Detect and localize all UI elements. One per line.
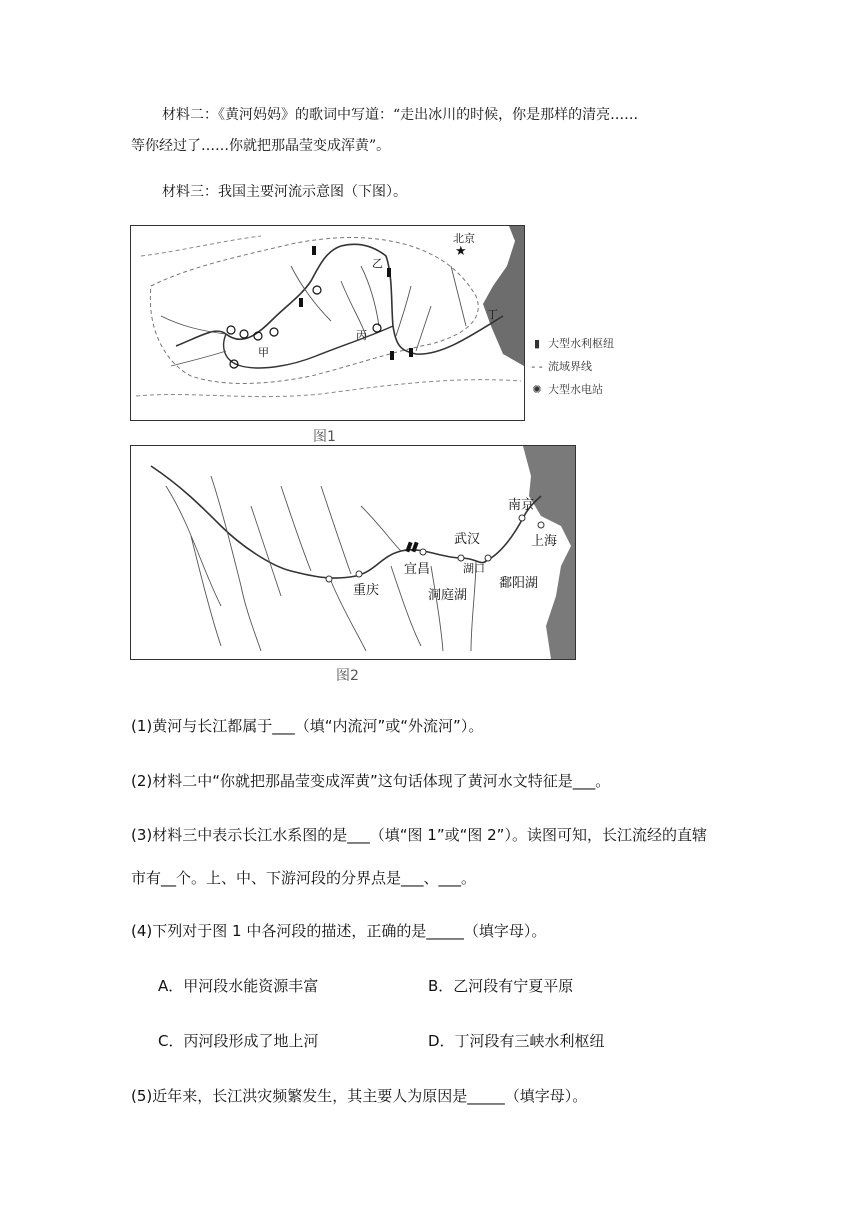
question-3-line1: (3)材料三中表示长江水系图的是___（填“图 1”或“图 2”）。读图可知，长江流经的直辖 [131, 826, 707, 844]
label-beijing: 北京 [453, 232, 475, 245]
city-marker [326, 576, 332, 582]
beijing-star-icon: ★ [455, 244, 467, 259]
hydropower-station-icon [270, 328, 278, 336]
label-dongting: 洞庭湖 [428, 588, 468, 603]
city-marker [356, 571, 362, 577]
dam-icon [409, 348, 413, 357]
question-5: (5)近年来，长江洪灾频繁发生，其主要人为原因是_____（填字母）。 [131, 1087, 588, 1105]
legend-boundary: - - 流域界线 [531, 360, 592, 373]
label-yi: 乙 [372, 257, 383, 270]
tributaries [161, 266, 466, 366]
basin-boundary-south [136, 380, 521, 397]
city-marker [485, 555, 491, 561]
question-2: (2)材料二中“你就把那晶莹变成浑黄”这句话体现了黄河水文特征是___。 [131, 772, 611, 790]
label-ding: 丁 [487, 308, 498, 321]
dashed-line-icon: - - [531, 360, 543, 373]
material3-text: 材料三：我国主要河流示意图（下图）。 [162, 184, 407, 200]
figure2-yangtze-river-map [130, 445, 576, 660]
figure1-caption: 图1 [313, 429, 336, 445]
dam-icon: ▮ [533, 337, 541, 350]
option-c: C．丙河段形成了地上河 [158, 1032, 319, 1050]
hydropower-station-icon [240, 330, 248, 338]
gear-icon: ✺ [532, 383, 542, 396]
question-4: (4)下列对于图 1 中各河段的描述，正确的是_____（填字母）。 [131, 922, 547, 940]
label-nanjing: 南京 [508, 498, 535, 513]
legend-station: ✺ 大型水电站 [530, 381, 603, 397]
dam-icon [312, 246, 316, 255]
city-marker [538, 522, 544, 528]
figure2-map-graphic [131, 446, 575, 659]
label-chongqing: 重庆 [353, 583, 380, 598]
label-jia: 甲 [258, 346, 269, 359]
option-d: D．丁河段有三峡水利枢纽 [428, 1032, 605, 1050]
label-yichang: 宜昌 [404, 562, 431, 577]
city-marker [519, 515, 525, 521]
sea-area [483, 226, 524, 366]
material2-line2: 等你经过了……你就把那晶莹变成浑黄”。 [131, 138, 391, 154]
label-poyang: 鄱阳湖 [499, 576, 539, 591]
figure2-caption: 图2 [336, 668, 359, 684]
material2-line1: 材料二：《黄河妈妈》的歌词中写道：“走出冰川的时候，你是那样的清亮…… [162, 107, 639, 123]
label-wuhan: 武汉 [454, 532, 481, 547]
dam-icon [387, 268, 391, 277]
hydropower-station-icon [227, 326, 235, 334]
option-b: B．乙河段有宁夏平原 [428, 977, 574, 995]
sea-area [523, 446, 575, 659]
label-hukou: 湖口 [463, 562, 485, 575]
question-1: (1)黄河与长江都属于___（填“内流河”或“外流河”）。 [131, 717, 484, 735]
legend-dam: ▮ 大型水利枢纽 [530, 335, 614, 351]
question-3-line2: 市有__个。上、中、下游河段的分界点是___、___。 [131, 869, 477, 887]
hydropower-station-icon [313, 286, 321, 294]
figure1-map-graphic [131, 226, 524, 420]
hydropower-station-icon [373, 324, 381, 332]
label-bing: 丙 [356, 329, 367, 342]
city-marker [420, 549, 426, 555]
option-a: A．甲河段水能资源丰富 [158, 977, 319, 995]
yellow-river-lower-loop [224, 326, 393, 368]
figure1-yellow-river-map [130, 225, 525, 421]
dam-icon [299, 298, 303, 307]
label-shanghai: 上海 [531, 534, 558, 549]
dam-icon [390, 351, 394, 360]
basin-boundary-north [141, 236, 261, 256]
